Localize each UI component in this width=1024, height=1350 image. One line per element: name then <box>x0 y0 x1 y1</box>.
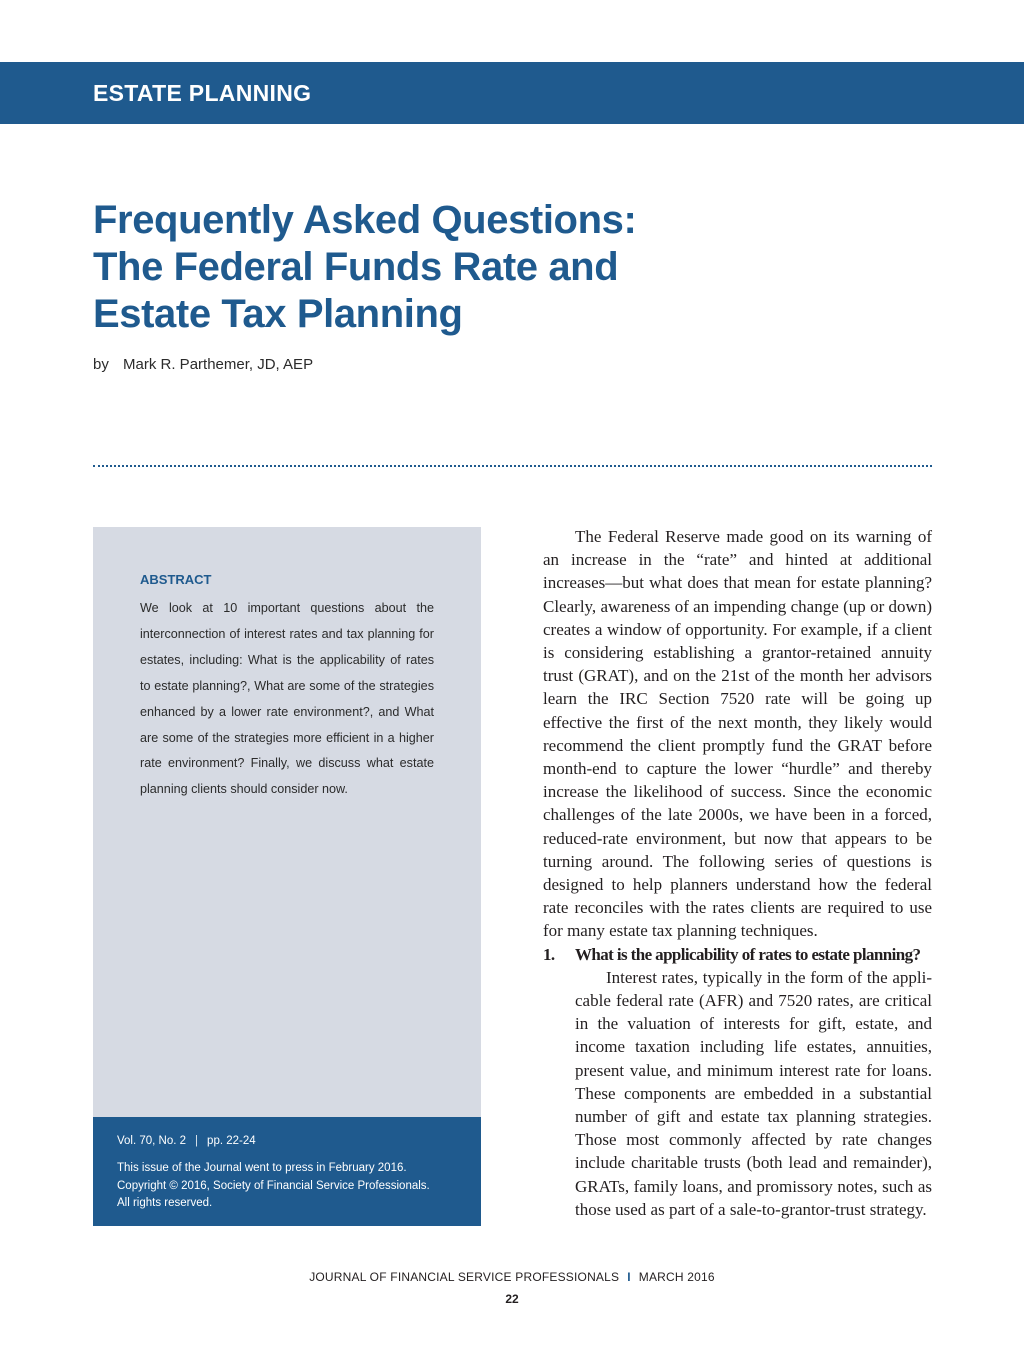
copyright: Copyright © 2016, Society of Financial Service Professionals. <box>117 1179 430 1192</box>
question-heading <box>543 943 932 966</box>
rights: All rights reserved. <box>117 1197 213 1209</box>
title-line: Estate Tax Planning <box>93 292 463 336</box>
journal-name: JOURNAL OF FINANCIAL SERVICE PROFESSIONALS <box>309 1270 620 1284</box>
abstract-text: We look at 10 important questions about the interconnection of interest rates and tax planning for estates, including: What is the applicability of rates to estate planning?, What are some of the strategies enhanced by a lower rate environment?, and What are some of the strategies more efficient in a higher rate environment? Finally, we discuss what estate planning clients should consider now. <box>140 601 434 797</box>
byline <box>93 356 313 373</box>
article-title <box>93 197 733 338</box>
pages: pp. 22-24 <box>207 1135 256 1147</box>
abstract-sidebar <box>93 527 481 1117</box>
section-label: ESTATE PLANNING <box>93 80 312 106</box>
title-line: Frequently Asked Questions: <box>93 198 637 242</box>
title-line: The Federal Funds Rate and <box>93 245 619 289</box>
press-note <box>117 1160 477 1213</box>
volume-separator: | <box>195 1135 199 1147</box>
issue-date: MARCH 2016 <box>638 1270 715 1284</box>
question-text: What is the applicability of rates to estate planning? <box>575 944 921 964</box>
abstract-heading: ABSTRACT <box>140 572 212 587</box>
dotted-divider <box>93 465 932 467</box>
issue-info-box <box>93 1117 481 1226</box>
author-name: Mark R. Parthemer, JD, AEP <box>123 356 314 373</box>
page-footer <box>0 1270 1024 1284</box>
press-date: This issue of the Journal went to press in February 2016. <box>117 1162 407 1174</box>
volume-line <box>117 1135 256 1147</box>
question-number: 1. <box>543 944 555 964</box>
article-body <box>543 525 932 1221</box>
section-banner <box>0 62 1024 124</box>
answer-paragraph: Interest rates, typically in the form of the applicable federal rate (AFR) and 7520 rates, are critical in the valuation of interests for gift, estate, and income taxation including life estates, annuities, present value, and minimum interest rate for loans. These components are embedded in a substantial number of gift and estate tax planning strategies. Those most commonly affected by rate changes include charitable trusts (both lead and remainder), GRATs, family loans, and promissory notes, such as those used as part of a sale-to-grantor-trust strategy. <box>575 967 932 1219</box>
page-number: 22 <box>505 1292 519 1306</box>
volume: Vol. 70, No. 2 <box>117 1135 187 1147</box>
intro-paragraph: The Federal Reserve made good on its warning of an increase in the “rate” and hinted at additional increases—but what does that mean for estate planning? Clearly, awareness of an impending change (up or down) creates a window of opportunity. For example, if a client is considering establishing a grantor-retained annuity trust (GRAT), and on the 21st of the month her advisors learn the IRC Section 7520 rate will be going up effective the first of the next month, they likely would recommend the client promptly fund the GRAT before month-end to capture the lower “hurdle” and thereby increase the likelihood of success. Since the economic challenges of the late 2000s, we have been in a forced, reduced-rate environment, but now that appears to be turning around. The following series of questions is designed to help planners understand how the federal rate reconciles with the rates clients are required to use for many estate tax planning techniques. <box>543 527 932 941</box>
byline-prefix: by <box>93 356 109 373</box>
footer-separator: I <box>627 1270 631 1284</box>
